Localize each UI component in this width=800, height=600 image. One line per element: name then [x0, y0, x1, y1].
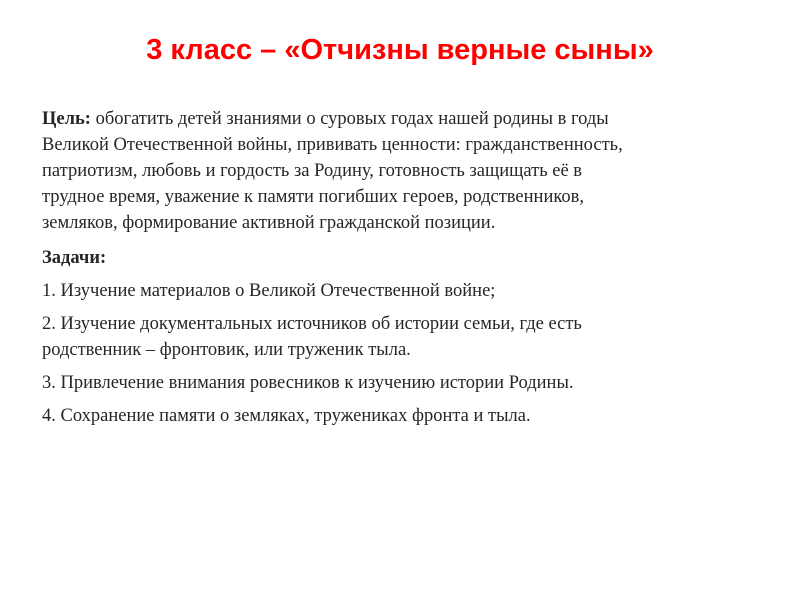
slide-title: 3 класс – «Отчизны верные сыны»	[146, 34, 654, 66]
task-line: 4. Сохранение памяти о земляках, тружениках фронта и тыла.	[42, 406, 531, 426]
task-line: 2. Изучение документальных источников об истории семьи, где есть	[42, 314, 582, 334]
task-item-1	[42, 278, 762, 304]
task-item-3	[42, 370, 762, 396]
goal-paragraph	[42, 106, 762, 236]
goal-line: Великой Отечественной войны, прививать ценности: гражданственность,	[42, 135, 623, 155]
task-line: 1. Изучение материалов о Великой Отечественной войне;	[42, 281, 496, 301]
goal-line: земляков, формирование активной гражданской позиции.	[42, 213, 496, 233]
task-line: родственник – фронтовик, или труженик тыла.	[42, 340, 411, 360]
goal-line	[42, 106, 762, 132]
task-line: 3. Привлечение внимания ровесников к изучению истории Родины.	[42, 373, 574, 393]
tasks-label: Задачи:	[42, 248, 107, 268]
goal-line: патриотизм, любовь и гордость за Родину, готовность защищать её в	[42, 161, 583, 181]
task-item-2	[42, 311, 762, 363]
goal-line-text: обогатить детей знаниями о суровых годах нашей родины в годы	[95, 109, 609, 129]
task-item-4	[42, 403, 762, 429]
goal-label: Цель:	[42, 109, 91, 129]
slide-body	[42, 106, 762, 429]
goal-line: трудное время, уважение к памяти погибших героев, родственников,	[42, 187, 585, 207]
